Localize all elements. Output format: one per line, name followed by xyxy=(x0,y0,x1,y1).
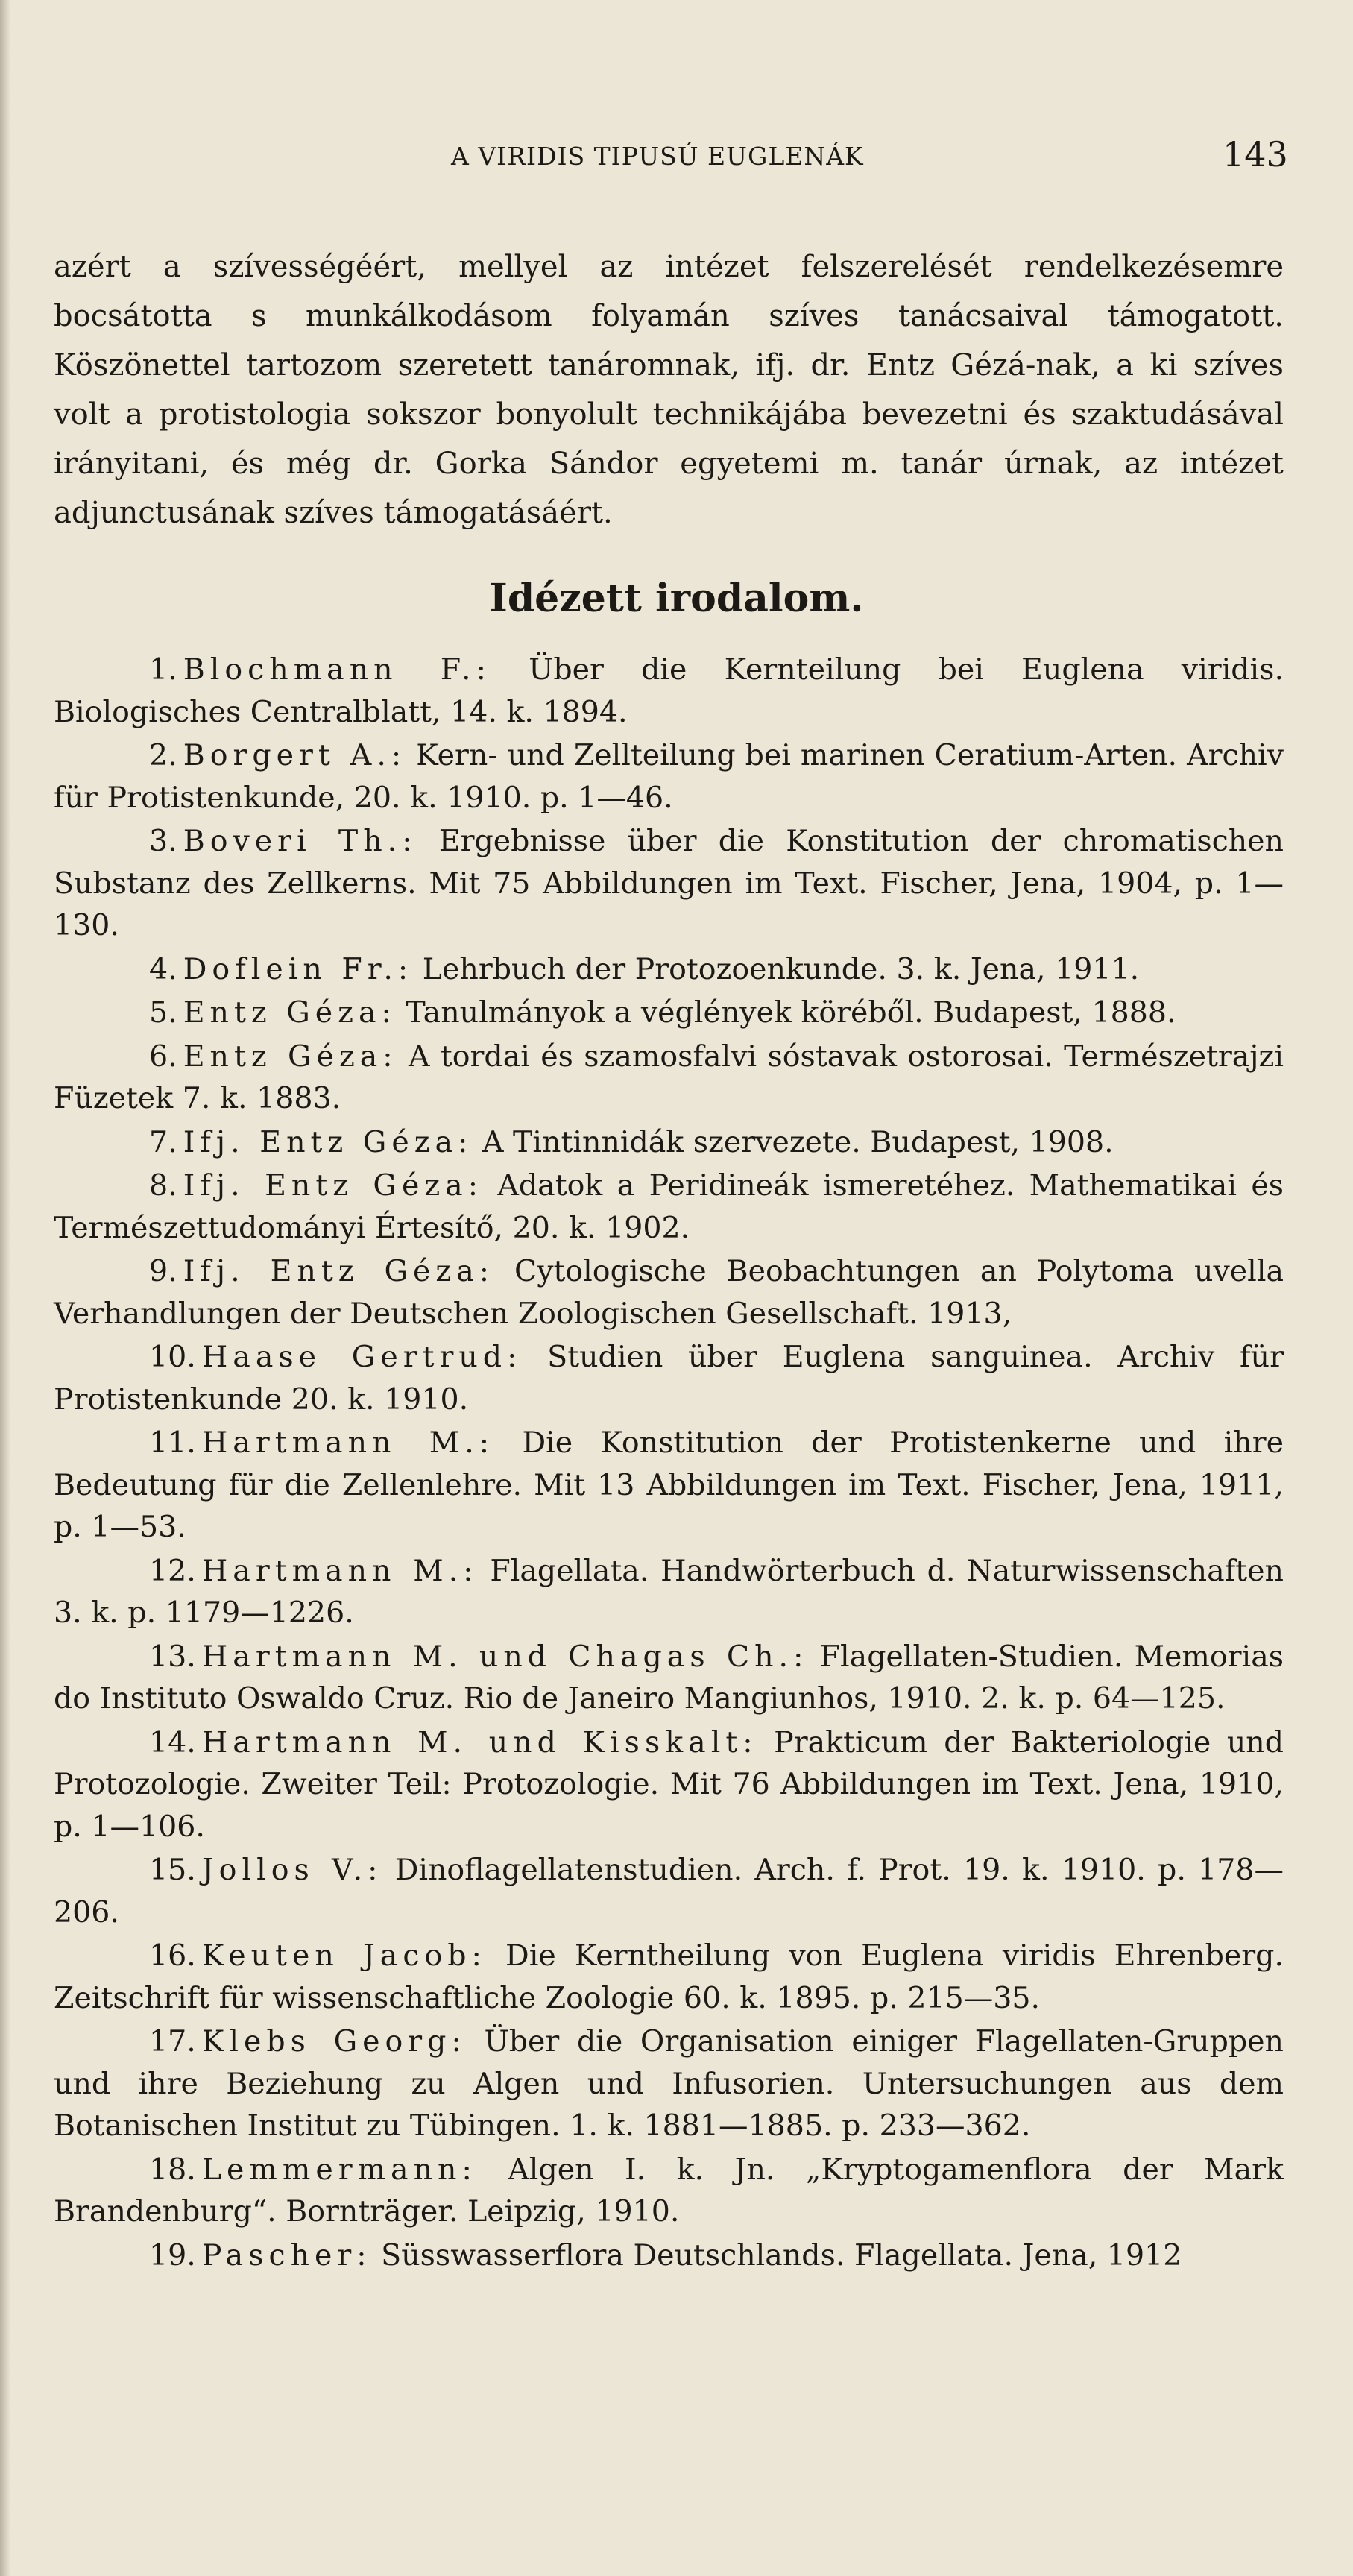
reference-number: 13. xyxy=(149,1639,196,1674)
reference-item xyxy=(54,1849,1284,1933)
reference-text: Ergebnisse über die Konstitution der chromatischen Substanz des Zellkerns. Mit 75 Abbildungen im Text. Fischer, Jena, 1904, p. 1—130. xyxy=(54,824,1284,942)
reference-item xyxy=(54,2021,1284,2147)
reference-author: Ifj. Entz Géza: xyxy=(183,1124,473,1159)
reference-author: Blochmann F.: xyxy=(183,652,491,687)
reference-author: Boveri Th.: xyxy=(183,824,417,858)
reference-item xyxy=(54,992,1284,1034)
reference-item xyxy=(54,1550,1284,1634)
reference-item xyxy=(54,649,1284,733)
reference-number: 14. xyxy=(149,1725,196,1760)
reference-number: 19. xyxy=(149,2238,196,2273)
reference-item xyxy=(54,1722,1284,1848)
reference-number: 4. xyxy=(149,951,177,986)
reference-author: Entz Géza: xyxy=(183,1039,398,1074)
reference-author: Pascher: xyxy=(201,2238,372,2273)
reference-item xyxy=(54,734,1284,819)
reference-number: 10. xyxy=(149,1340,196,1374)
reference-author: Ifj. Entz Géza: xyxy=(183,1254,495,1288)
reference-author: Klebs Georg: xyxy=(201,2024,467,2059)
reference-item xyxy=(54,1165,1284,1249)
reference-number: 17. xyxy=(149,2024,196,2059)
reference-text: A tordai és szamosfalvi sóstavak ostorosai. Természetrajzi Füzetek 7. k. 1883. xyxy=(54,1039,1284,1115)
reference-text: Lehrbuch der Protozoenkunde. 3. k. Jena, 1911. xyxy=(422,951,1140,986)
reference-author: Doflein Fr.: xyxy=(183,951,414,986)
reference-item xyxy=(54,1422,1284,1549)
reference-list xyxy=(54,649,1284,2278)
reference-author: Hartmann M. und Kisskalt: xyxy=(201,1725,758,1760)
reference-item xyxy=(54,1036,1284,1120)
reference-text: Die Konstitution der Protistenkerne und ihre Bedeutung für die Zellenlehre. Mit 13 Abbildungen im Text. Fischer, Jena, 1911, p. 1—53. xyxy=(54,1426,1284,1544)
reference-text: Adatok a Peridineák ismeretéhez. Mathematikai és Természettudományi Értesítő, 20. k. 1902. xyxy=(54,1168,1284,1245)
reference-author: Hartmann M.: xyxy=(201,1426,495,1460)
reference-number: 18. xyxy=(149,2152,196,2187)
reference-text: Flagellata. Handwörterbuch d. Naturwissenschaften 3. k. p. 1179—1226. xyxy=(54,1553,1284,1630)
reference-author: Hartmann M. und Chagas Ch.: xyxy=(201,1639,809,1674)
reference-item xyxy=(54,1121,1284,1164)
reference-number: 11. xyxy=(149,1426,196,1460)
reference-item xyxy=(54,1250,1284,1335)
reference-text: Cytologische Beobachtungen an Polytoma uvella Verhandlungen der Deutschen Zoologischen Gesellschaft. 1913, xyxy=(54,1254,1284,1331)
reference-text: Dinoflagellatenstudien. Arch. f. Prot. 19. k. 1910. p. 178—206. xyxy=(54,1853,1284,1930)
reference-item xyxy=(54,1935,1284,2019)
reference-author: Keuten Jacob: xyxy=(201,1939,487,1973)
reference-item xyxy=(54,1636,1284,1720)
reference-number: 12. xyxy=(149,1553,196,1588)
reference-text: Tanulmányok a véglények köréből. Budapest, 1888. xyxy=(406,995,1176,1030)
reference-text: Über die Kernteilung bei Euglena viridis. Biologisches Centralblatt, 14. k. 1894. xyxy=(54,652,1284,729)
reference-number: 8. xyxy=(149,1168,177,1203)
reference-number: 16. xyxy=(149,1939,196,1973)
reference-item xyxy=(54,1336,1284,1420)
reference-text: A Tintinnidák szervezete. Budapest, 1908. xyxy=(482,1124,1114,1159)
reference-number: 1. xyxy=(149,652,177,687)
page-binding-shadow xyxy=(0,0,10,2576)
reference-number: 6. xyxy=(149,1039,177,1074)
reference-number: 7. xyxy=(149,1124,177,1159)
reference-author: Haase Gertrud: xyxy=(201,1340,523,1374)
reference-number: 2. xyxy=(149,738,177,772)
reference-author: Entz Géza: xyxy=(183,995,397,1030)
reference-item xyxy=(54,2235,1284,2277)
running-head: A VIRIDIS TIPUSÚ EUGLENÁK xyxy=(451,142,864,171)
reference-text: Über die Organisation einiger Flagellaten-Gruppen und ihre Beziehung zu Algen und Infusorien. Untersuchungen aus dem Botanischen Institut zu Tübingen. 1. k. 1881—1885. p. 233—362. xyxy=(54,2024,1284,2143)
reference-number: 5. xyxy=(149,995,177,1030)
reference-item xyxy=(54,820,1284,947)
reference-author: Ifj. Entz Géza: xyxy=(183,1168,483,1203)
reference-item xyxy=(54,2149,1284,2233)
page-number: 143 xyxy=(1223,134,1288,174)
reference-author: Lemmermann: xyxy=(201,2152,477,2187)
reference-author: Borgert A.: xyxy=(183,738,407,772)
reference-number: 9. xyxy=(149,1254,177,1288)
reference-item xyxy=(54,948,1284,991)
reference-author: Hartmann M.: xyxy=(201,1553,479,1588)
reference-text: Süsswasserflora Deutschlands. Flagellata. Jena, 1912 xyxy=(381,2238,1182,2273)
reference-text: Studien über Euglena sanguinea. Archiv für Protistenkunde 20. k. 1910. xyxy=(54,1340,1284,1417)
section-heading: Idézett irodalom. xyxy=(489,576,864,621)
reference-author: Jollos V.: xyxy=(201,1853,383,1887)
reference-text: Flagellaten-Studien. Memorias do Instituto Oswaldo Cruz. Rio de Janeiro Mangiunhos, 1910. 2. k. p. 64—125. xyxy=(54,1639,1284,1716)
reference-text: Prakticum der Bakteriologie und Protozologie. Zweiter Teil: Protozologie. Mit 76 Abbildungen im Text. Jena, 1910, p. 1—106. xyxy=(54,1725,1284,1844)
reference-text: Algen I. k. Jn. „Kryptogamenflora der Mark Brandenburg“. Bornträger. Leipzig, 1910. xyxy=(54,2152,1284,2229)
reference-number: 3. xyxy=(149,824,177,858)
reference-number: 15. xyxy=(149,1853,196,1887)
body-paragraph: azért a szívességéért, mellyel az intézet felszerelését rendelkezésemre bocsátotta s munkálkodásom folyamán szíves tanácsaival támogatott. Köszönettel tartozom szeretett tanáromnak, ifj. dr. Entz Gézá-nak, a ki szíves volt a protistologia sokszor bonyolult technikájába bevezetni és szaktudásával irányitani, és még dr. Gorka Sándor egyetemi m. tanár úrnak, az intézet adjunctusának szíves támogatásáért. xyxy=(54,250,1284,530)
reference-text: Die Kerntheilung von Euglena viridis Ehrenberg. Zeitschrift für wissenschaftliche Zoologie 60. k. 1895. p. 215—35. xyxy=(54,1939,1284,2015)
reference-text: Kern- und Zellteilung bei marinen Ceratium-Arten. Archiv für Protistenkunde, 20. k. 1910. p. 1—46. xyxy=(54,738,1284,815)
